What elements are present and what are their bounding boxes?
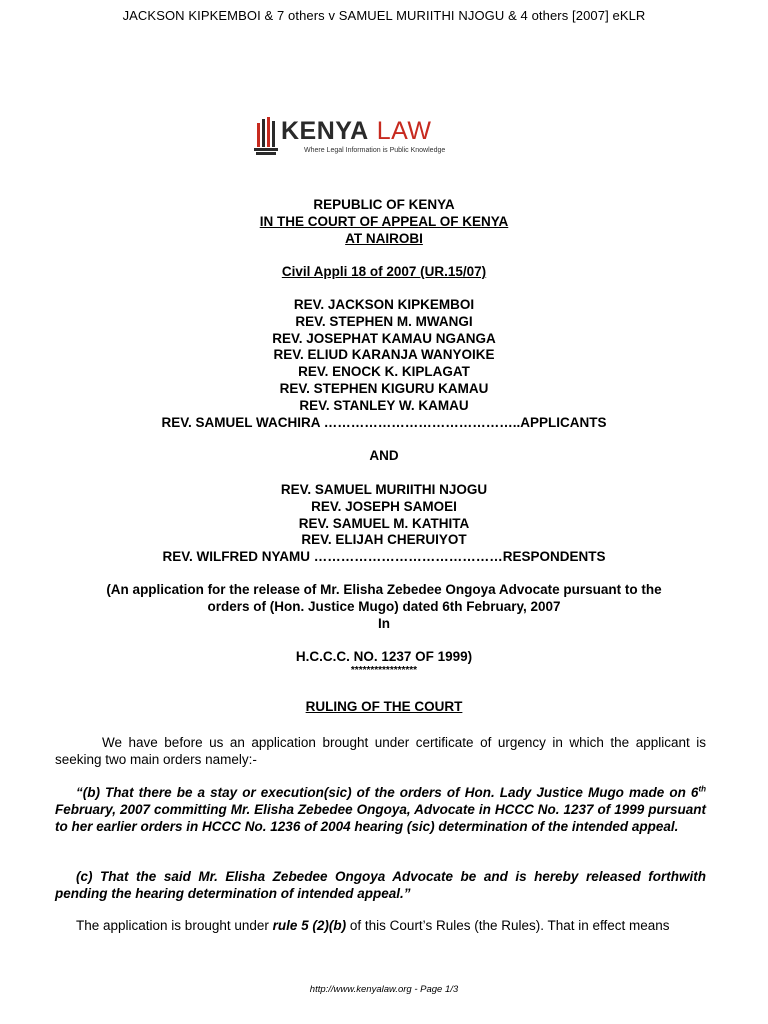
applicant-name: REV. STEPHEN M. MWANGI [295,313,473,329]
quote-b-text: “(b) That there be a stay or execution(sic) of the orders of Hon. Lady Justice Mugo made on 6 [76,785,699,800]
applicant-name: REV. STANLEY W. KAMAU [299,397,469,413]
respondents-list [0,482,768,566]
hccc-reference [0,649,768,678]
application-line: (An application for the release of Mr. Elisha Zebedee Ongoya Advocate pursuant to the [106,582,662,597]
quote-paragraph-b [55,784,706,835]
applicant-name: REV. JACKSON KIPKEMBOI [293,297,475,312]
logo-word-kenya: KENYA [281,117,369,145]
logo-wordmark [281,117,431,146]
applicant-name: REV. ENOCK K. KIPLAGAT [298,364,470,380]
application-description [0,582,768,632]
applicant-name: REV. JOSEPHAT KAMAU NGANGA [272,330,496,346]
page-footer: http://www.kenyalaw.org - Page 1/3 [309,984,459,995]
logo-word-law: LAW [376,117,432,145]
applicant-name: REV. ELIUD KARANJA WANYOIKE [273,347,495,363]
quote-b-superscript: th [698,784,706,794]
rule-text-continued: of this Court’s Rules (the Rules). That in effect means [346,918,670,933]
case-number-block [0,264,768,281]
hccc-number: H.C.C.C. NO. 1237 OF 1999) [295,649,473,664]
court-location: AT NAIROBI [345,230,423,246]
and-label: AND [369,448,399,463]
ruling-title: RULING OF THE COURT [305,699,463,714]
respondent-name: REV. ELIJAH CHERUIYOT [301,532,467,548]
document-header: JACKSON KIPKEMBOI & 7 others v SAMUEL MURIITHI NJOGU & 4 others [2007] eKLR [122,8,646,23]
logo-tagline: Where Legal Information is Public Knowledge [304,147,446,154]
and-separator [0,448,768,465]
application-line: In [378,615,390,631]
quote-b-text-continued: February, 2007 committing Mr. Elisha Zebedee Ongoya, Advocate in HCCC No. 1237 of 1999 pursuant to her earlier orders in HCCC No. 1236 of 2004 hearing (sic) determination of the intended appeal. [55,802,706,834]
application-line: orders of (Hon. Justice Mugo) dated 6th February, 2007 [207,598,561,614]
applicant-name: REV. STEPHEN KIGURU KAMAU [279,380,489,396]
applicants-list [0,297,768,431]
rule-paragraph [55,917,706,934]
court-heading [0,197,768,247]
quote-paragraph-c: (c) That the said Mr. Elisha Zebedee Ongoya Advocate be and is hereby released forthwith pending the hearing determination of intended appeal.” [55,869,706,901]
pillar-emblem-icon [253,117,279,157]
ruling-heading [0,699,768,716]
rule-reference: rule 5 (2)(b) [272,918,347,933]
respondent-name: REV. SAMUEL M. KATHITA [298,515,470,531]
rule-text: The application is brought under [76,918,273,933]
case-number: Civil Appli 18 of 2007 (UR.15/07) [281,264,487,279]
applicant-name: REV. SAMUEL WACHIRA ……………………………………..APPLICANTS [161,414,607,430]
respondent-name: REV. WILFRED NYAMU ……………………………………RESPONDENTS [162,549,606,565]
respondent-name: REV. JOSEPH SAMOEI [311,498,457,514]
respondent-name: REV. SAMUEL MURIITHI NJOGU [280,482,488,497]
stars-divider: ***************** [350,664,418,676]
court-name: IN THE COURT OF APPEAL OF KENYA [259,213,509,229]
kenya-law-logo [253,113,468,163]
republic-title: REPUBLIC OF KENYA [313,197,455,212]
intro-paragraph: We have before us an application brought under certificate of urgency in which the applicant is seeking two main orders namely:- [55,735,706,767]
